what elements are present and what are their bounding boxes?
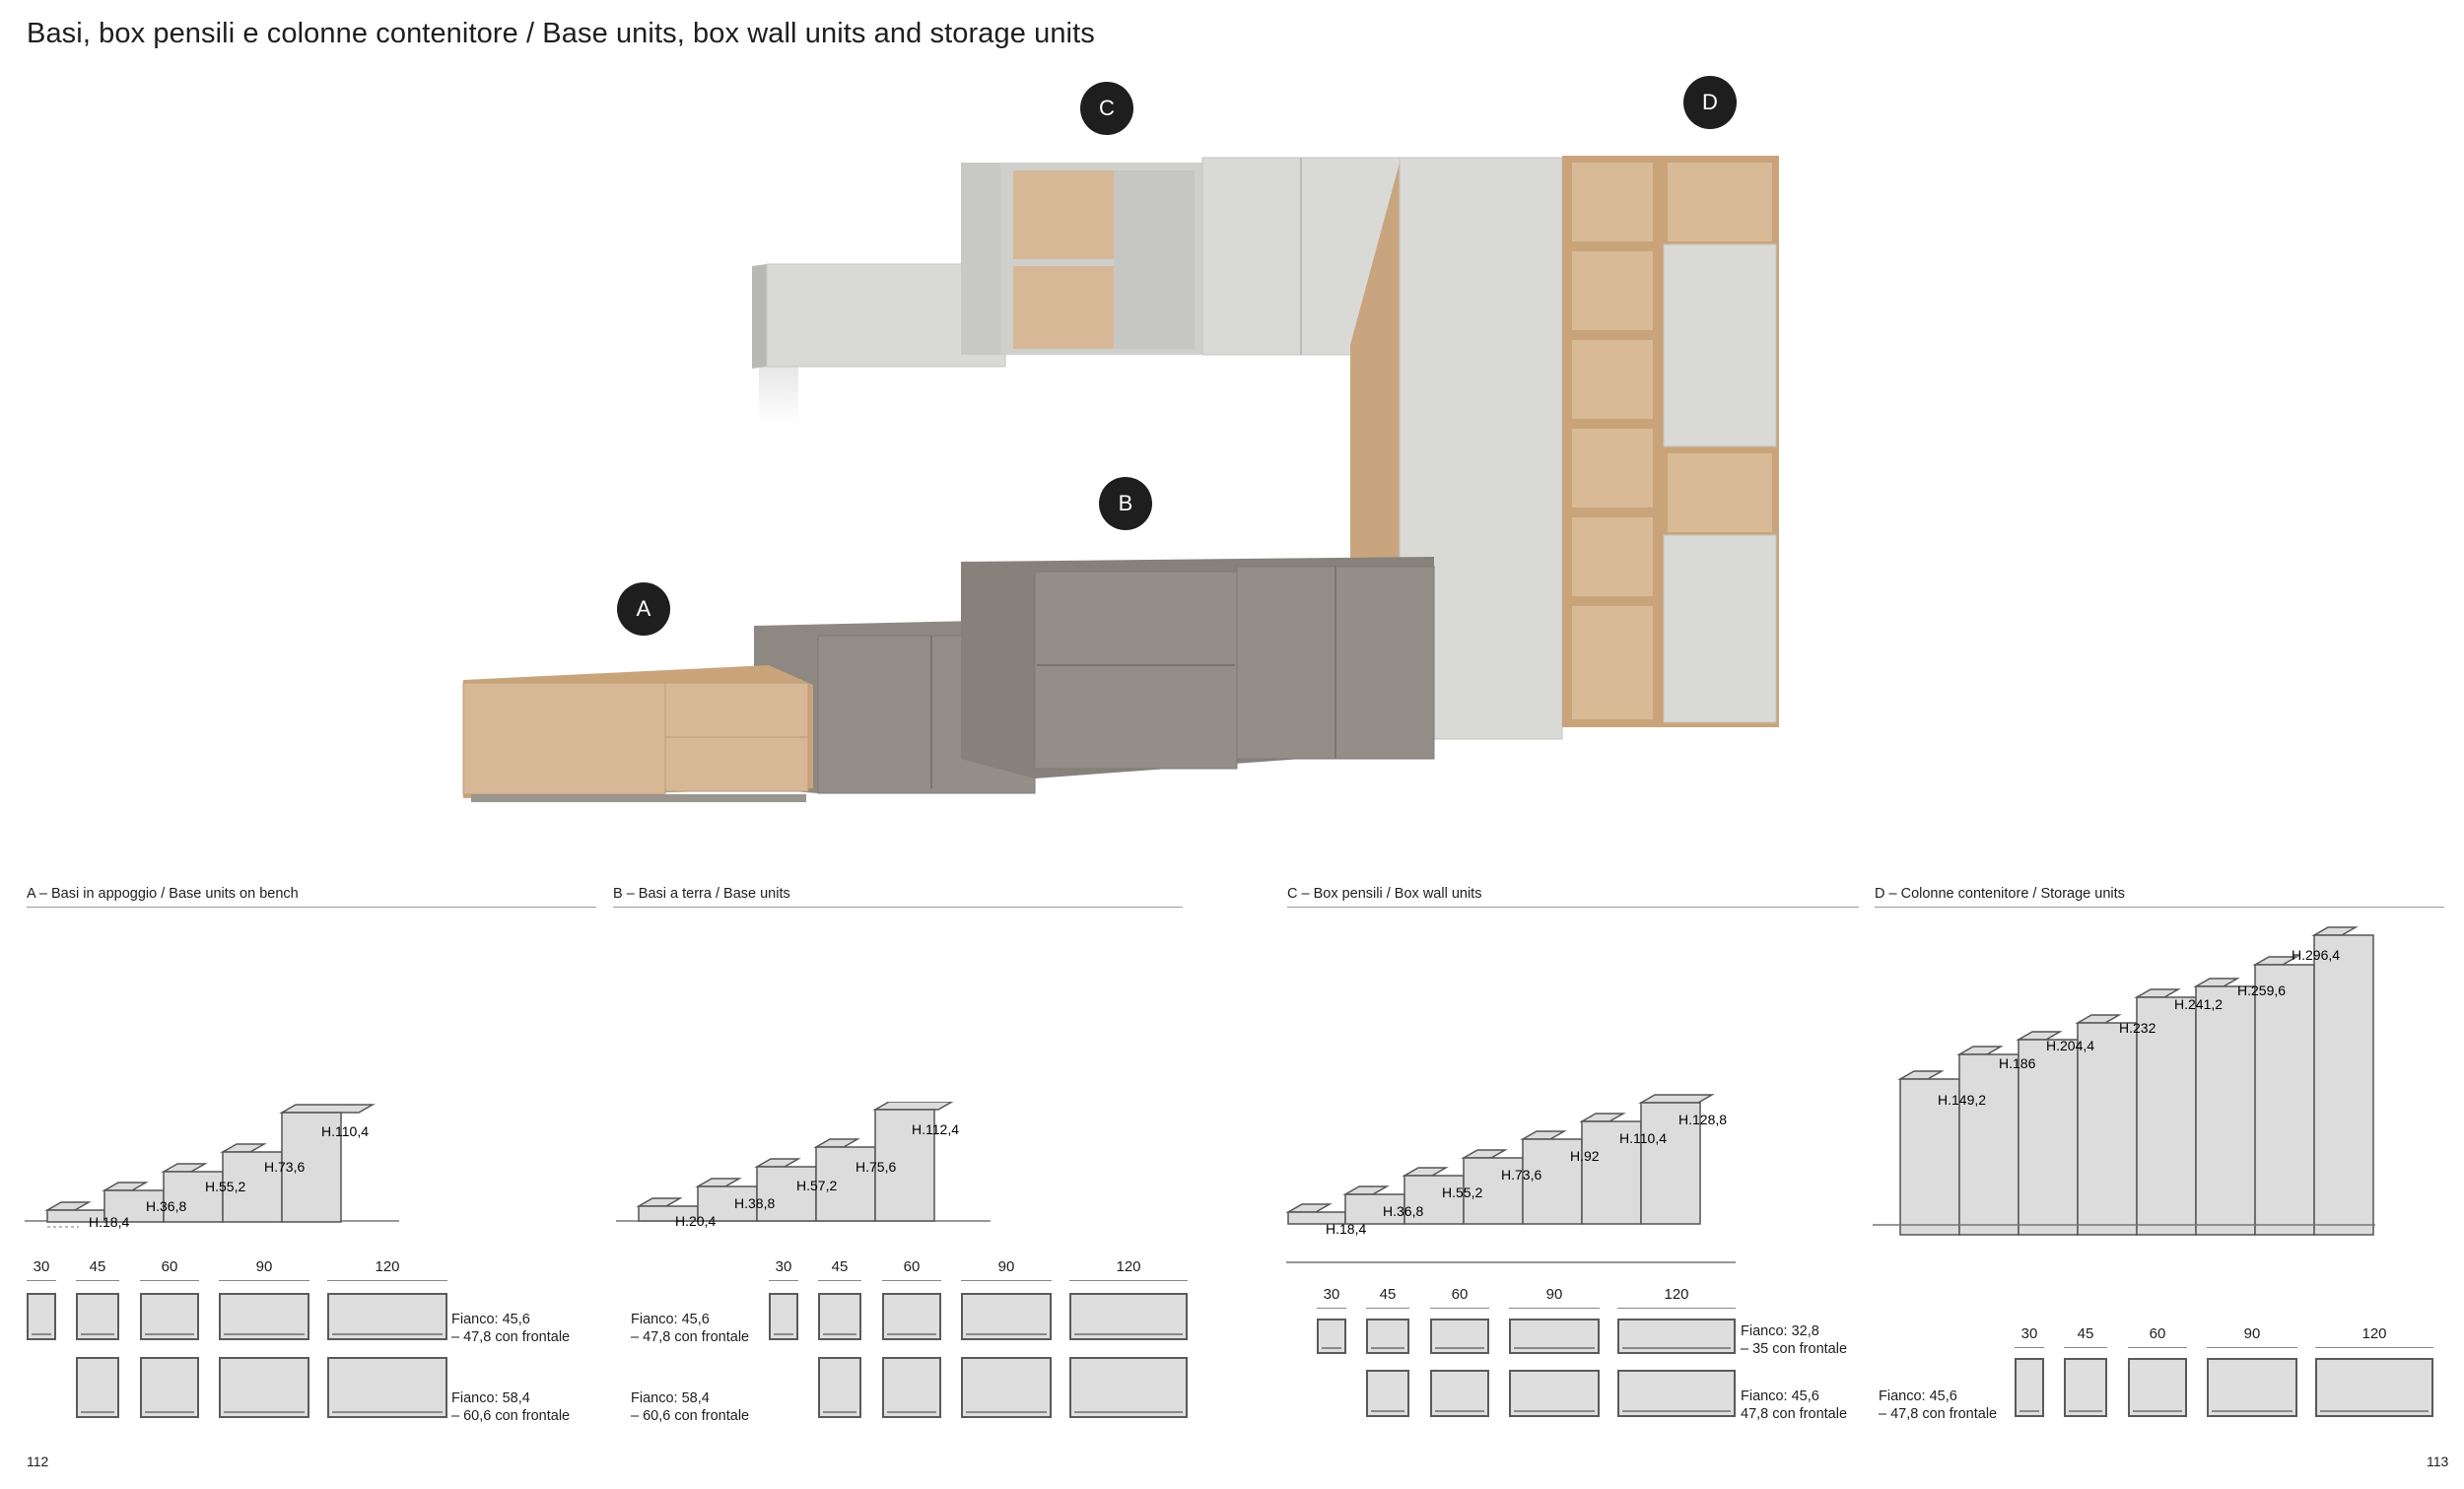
depth-note-line: – 60,6 con frontale bbox=[451, 1408, 571, 1424]
plan-d-90 bbox=[2207, 1358, 2297, 1417]
plan-a-90-shallow bbox=[219, 1293, 309, 1340]
depth-note-line: Fianco: 32,8 bbox=[1741, 1323, 1819, 1339]
height-label: H.92 bbox=[1570, 1148, 1600, 1164]
width-label: 30 bbox=[2015, 1325, 2044, 1348]
plan-b-90-deep bbox=[961, 1357, 1052, 1418]
plan-a-60-shallow bbox=[140, 1293, 199, 1340]
badge-a: A bbox=[617, 582, 670, 636]
section-d-title: D – Colonne contenitore / Storage units bbox=[1875, 886, 2444, 908]
plan-b-60-shallow bbox=[882, 1293, 941, 1340]
height-label: H.232 bbox=[2119, 1020, 2156, 1036]
plan-c-45-deep bbox=[1366, 1370, 1409, 1417]
height-label: H.36,8 bbox=[1383, 1203, 1424, 1219]
section-d-widths bbox=[2015, 1325, 2433, 1349]
width-label: 30 bbox=[769, 1258, 798, 1281]
width-label: 60 bbox=[882, 1258, 941, 1281]
depth-note-line: – 47,8 con frontale bbox=[631, 1329, 750, 1345]
depth-note bbox=[631, 1389, 749, 1425]
width-label: 120 bbox=[1617, 1286, 1736, 1309]
width-label: 120 bbox=[327, 1258, 447, 1281]
plan-c-90-shallow bbox=[1509, 1319, 1600, 1354]
floor-base-units bbox=[754, 557, 1434, 793]
plan-c-45-shallow bbox=[1366, 1319, 1409, 1354]
box-wall-unit-upper bbox=[961, 158, 1400, 355]
plan-d-30 bbox=[2015, 1358, 2044, 1417]
plan-c-60-shallow bbox=[1430, 1319, 1489, 1354]
section-b-title: B – Basi a terra / Base units bbox=[613, 886, 1183, 908]
width-label: 90 bbox=[1509, 1286, 1600, 1309]
height-label: H.110,4 bbox=[321, 1123, 369, 1139]
width-label: 90 bbox=[961, 1258, 1052, 1281]
plan-b-45-deep bbox=[818, 1357, 861, 1418]
width-label: 30 bbox=[1317, 1286, 1346, 1309]
height-label: H.241,2 bbox=[2174, 996, 2224, 1012]
section-b-widths bbox=[769, 1258, 1188, 1282]
section-c-title: C – Box pensili / Box wall units bbox=[1287, 886, 1859, 908]
height-label: H.57,2 bbox=[796, 1178, 838, 1193]
plan-b-60-deep bbox=[882, 1357, 941, 1418]
section-b-height-diagram bbox=[611, 1102, 1025, 1240]
plan-a-60-deep bbox=[140, 1357, 199, 1418]
plan-b-90-shallow bbox=[961, 1293, 1052, 1340]
badge-b: B bbox=[1099, 477, 1152, 530]
width-label: 120 bbox=[2315, 1325, 2433, 1348]
width-label: 120 bbox=[1069, 1258, 1188, 1281]
height-label: H.186 bbox=[1999, 1055, 2036, 1071]
width-label: 90 bbox=[219, 1258, 309, 1281]
depth-note bbox=[631, 1311, 749, 1346]
depth-note-line: Fianco: 58,4 bbox=[451, 1390, 530, 1406]
badge-d: D bbox=[1683, 76, 1737, 129]
height-label: H.110,4 bbox=[1619, 1130, 1667, 1146]
depth-note bbox=[451, 1311, 570, 1346]
plan-d-60 bbox=[2128, 1358, 2187, 1417]
page-title: Basi, box pensili e colonne contenitore / Base units, box wall units and storage units bbox=[27, 18, 1095, 49]
section-c-height-diagram bbox=[1286, 1092, 1749, 1269]
section-c-widths bbox=[1317, 1286, 1736, 1310]
plan-b-45-shallow bbox=[818, 1293, 861, 1340]
depth-note bbox=[1879, 1387, 1997, 1423]
depth-note-line: – 47,8 con frontale bbox=[451, 1329, 571, 1345]
depth-note-line: Fianco: 45,6 bbox=[631, 1312, 710, 1327]
badge-c: C bbox=[1080, 82, 1133, 135]
height-label: H.75,6 bbox=[856, 1159, 897, 1175]
plan-c-90-deep bbox=[1509, 1370, 1600, 1417]
height-label: H.36,8 bbox=[146, 1198, 187, 1214]
width-label: 60 bbox=[2128, 1325, 2187, 1348]
plan-d-45 bbox=[2064, 1358, 2107, 1417]
plan-a-45-shallow bbox=[76, 1293, 119, 1340]
plan-b-120-deep bbox=[1069, 1357, 1188, 1418]
depth-note bbox=[451, 1389, 570, 1425]
depth-note-line: – 47,8 con frontale bbox=[1879, 1406, 1998, 1422]
width-label: 90 bbox=[2207, 1325, 2297, 1348]
width-label: 45 bbox=[818, 1258, 861, 1281]
height-label: H.73,6 bbox=[264, 1159, 306, 1175]
section-d-height-diagram bbox=[1873, 926, 2385, 1242]
height-label: H.204,4 bbox=[2046, 1038, 2095, 1053]
height-label: H.296,4 bbox=[2292, 947, 2341, 963]
width-label: 60 bbox=[1430, 1286, 1489, 1309]
depth-note bbox=[1741, 1387, 1847, 1423]
plan-b-30-shallow bbox=[769, 1293, 798, 1340]
depth-note-line: – 60,6 con frontale bbox=[631, 1408, 750, 1424]
width-label: 45 bbox=[2064, 1325, 2107, 1348]
height-label: H.55,2 bbox=[1442, 1184, 1483, 1200]
plan-c-30-shallow bbox=[1317, 1319, 1346, 1354]
bench-base-units bbox=[463, 665, 813, 802]
height-label: H.38,8 bbox=[734, 1195, 776, 1211]
section-a-height-diagram bbox=[20, 1104, 434, 1242]
plan-a-30-shallow bbox=[27, 1293, 56, 1340]
width-label: 60 bbox=[140, 1258, 199, 1281]
plan-c-120-deep bbox=[1617, 1370, 1736, 1417]
height-label: H.259,6 bbox=[2237, 982, 2287, 998]
height-label: H.73,6 bbox=[1501, 1167, 1542, 1183]
height-label: H.149,2 bbox=[1938, 1092, 1987, 1108]
plan-c-120-shallow bbox=[1617, 1319, 1736, 1354]
width-label: 30 bbox=[27, 1258, 56, 1281]
page-number-left: 112 bbox=[27, 1454, 49, 1469]
height-label: H.55,2 bbox=[205, 1179, 246, 1194]
plan-d-120 bbox=[2315, 1358, 2433, 1417]
height-label: H.18,4 bbox=[1326, 1221, 1367, 1237]
height-label: H.128,8 bbox=[1678, 1112, 1728, 1127]
plan-a-45-deep bbox=[76, 1357, 119, 1418]
depth-note bbox=[1741, 1322, 1847, 1358]
depth-note-line: – 35 con frontale bbox=[1741, 1341, 1848, 1357]
plan-a-90-deep bbox=[219, 1357, 309, 1418]
plan-a-120-deep bbox=[327, 1357, 447, 1418]
depth-note-line: Fianco: 45,6 bbox=[1879, 1388, 1957, 1404]
plan-c-60-deep bbox=[1430, 1370, 1489, 1417]
width-label: 45 bbox=[76, 1258, 119, 1281]
page-number-right: 113 bbox=[2427, 1454, 2449, 1469]
plan-a-120-shallow bbox=[327, 1293, 447, 1340]
depth-note-line: Fianco: 45,6 bbox=[451, 1312, 530, 1327]
section-a-title: A – Basi in appoggio / Base units on bench bbox=[27, 886, 596, 908]
depth-note-line: Fianco: 58,4 bbox=[631, 1390, 710, 1406]
height-label: H.112,4 bbox=[912, 1121, 959, 1137]
depth-note-line: Fianco: 45,6 bbox=[1741, 1388, 1819, 1404]
height-label: H.20,4 bbox=[675, 1213, 717, 1229]
width-label: 45 bbox=[1366, 1286, 1409, 1309]
section-a-widths bbox=[27, 1258, 450, 1282]
plan-b-120-shallow bbox=[1069, 1293, 1188, 1340]
depth-note-line: 47,8 con frontale bbox=[1741, 1406, 1848, 1422]
height-label: H.18,4 bbox=[89, 1214, 130, 1230]
